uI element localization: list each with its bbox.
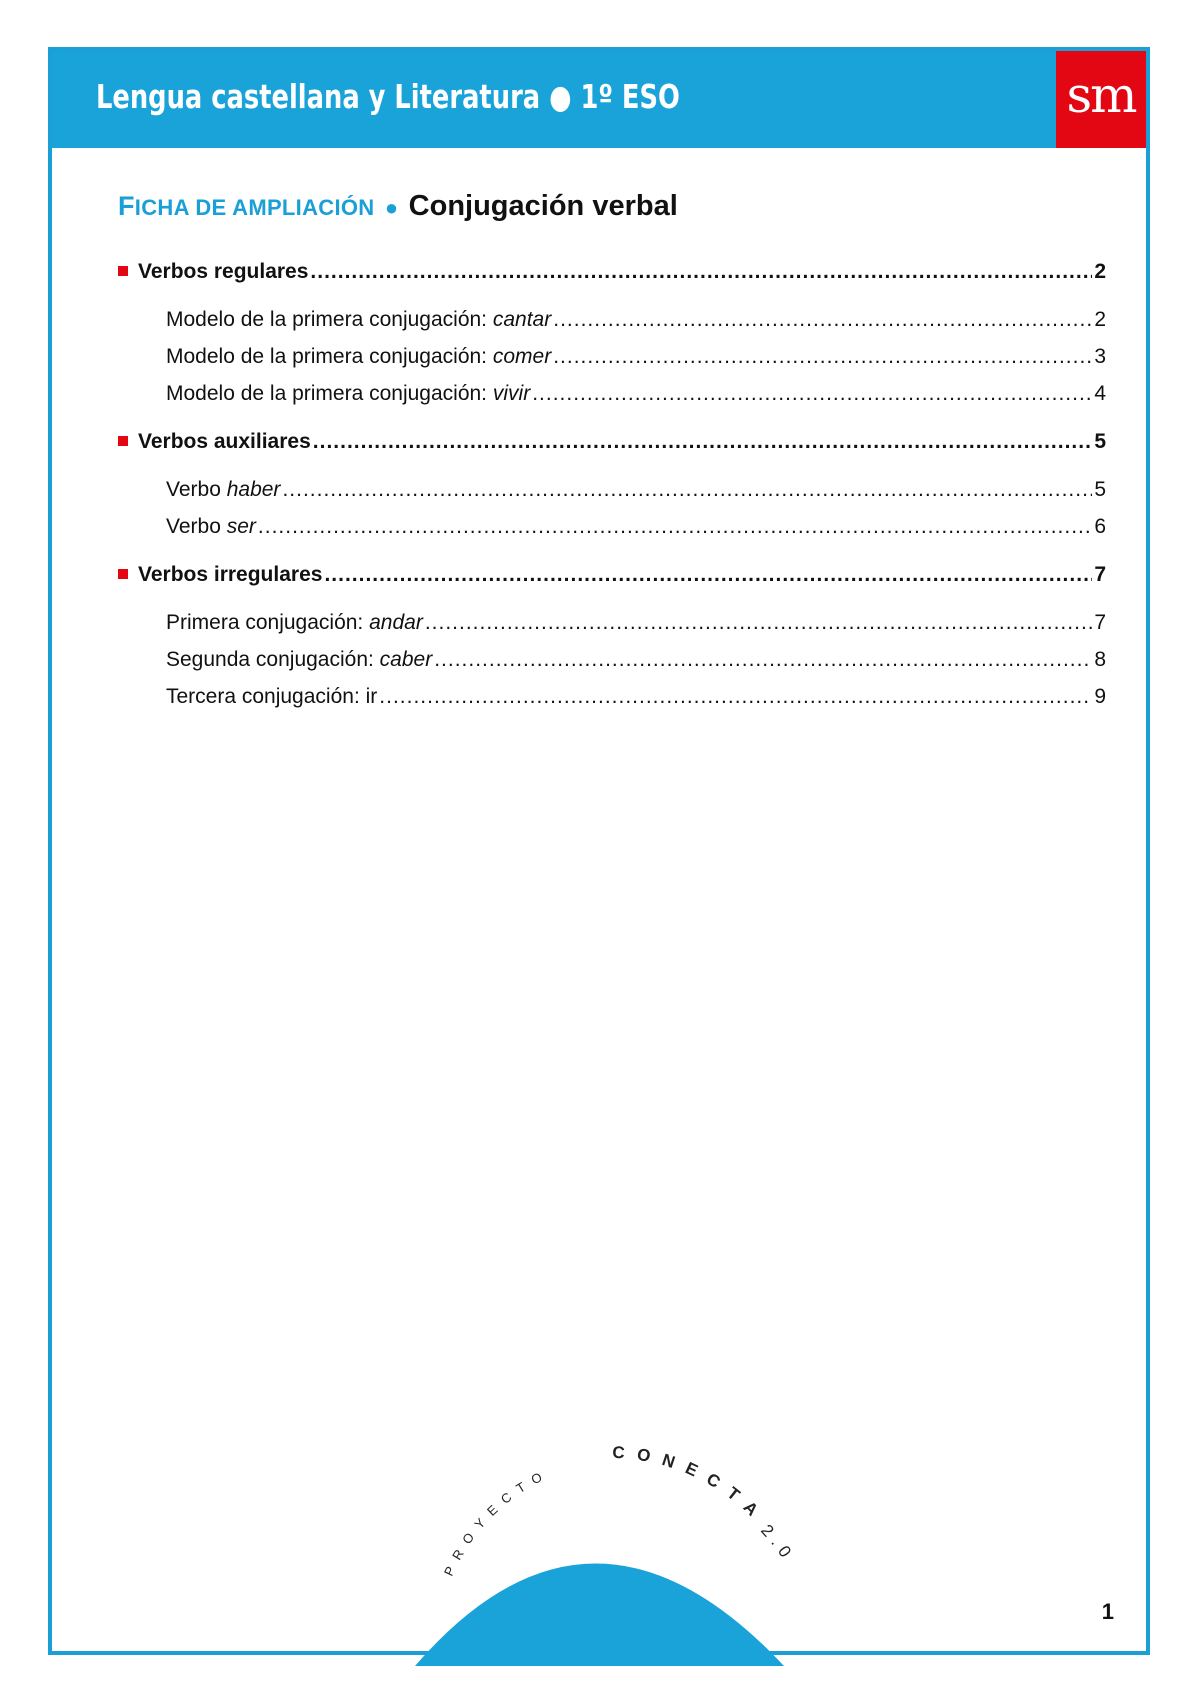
toc-entry-verb: caber — [379, 648, 433, 671]
toc-subentry — [118, 308, 1106, 332]
toc-entry-verb: ser — [226, 515, 256, 538]
toc-subentry — [118, 478, 1106, 502]
conecta-version-text: 2.0 — [757, 1520, 799, 1566]
toc-entry-verb: comer — [492, 345, 552, 368]
dot-leader — [310, 260, 1092, 284]
toc-subentry — [118, 648, 1106, 672]
toc-page-number: 7 — [1094, 611, 1106, 634]
square-bullet-icon — [118, 266, 128, 276]
toc-entry-label: Verbos auxiliares — [138, 430, 311, 453]
document-heading — [118, 190, 678, 223]
ficha-label — [118, 191, 375, 221]
toc-page-number: 5 — [1094, 478, 1106, 501]
dot-leader — [282, 478, 1092, 502]
toc-subentry — [118, 515, 1106, 539]
toc-entry-label: Modelo de la primera conjugación: — [166, 308, 493, 331]
header-bar — [52, 51, 1146, 148]
page-number: 1 — [1101, 1599, 1114, 1624]
proyecto-conecta-logo — [392, 1341, 832, 1666]
page-frame — [48, 47, 1150, 1655]
ficha-label-initial: F — [118, 191, 135, 221]
toc-page-number: 3 — [1094, 345, 1106, 368]
dot-leader — [313, 430, 1093, 454]
toc-page-number: 8 — [1094, 648, 1106, 671]
dot-leader — [434, 648, 1092, 672]
toc-entry-label: Verbo — [166, 515, 227, 538]
conecta-dome — [415, 1564, 784, 1667]
conecta-small-text: PROYECTO — [440, 1465, 553, 1579]
heading-separator: ● — [384, 195, 399, 220]
toc-entry-label: Primera conjugación: — [166, 611, 370, 634]
toc-entry-verb: cantar — [492, 308, 552, 331]
dot-leader — [324, 563, 1092, 587]
dot-leader — [553, 345, 1092, 369]
toc-page-number: 2 — [1094, 308, 1106, 331]
toc-section-entry — [118, 260, 1106, 284]
toc-entry-verb: vivir — [492, 382, 531, 405]
sm-logo-text: sm — [1066, 65, 1136, 124]
dot-leader — [553, 308, 1092, 332]
subject-title: Lengua castellana y Literatura ● 1º ESO — [96, 77, 680, 116]
document-title: Conjugación verbal — [408, 190, 678, 222]
dot-leader — [379, 685, 1092, 709]
toc-page-number: 6 — [1094, 515, 1106, 538]
toc-entry-verb: ir — [365, 685, 378, 708]
dot-leader — [532, 382, 1092, 406]
dot-leader — [425, 611, 1092, 635]
square-bullet-icon — [118, 436, 128, 446]
toc-entry-label: Verbo — [166, 478, 227, 501]
toc-entry-label: Verbos irregulares — [138, 563, 323, 586]
toc-subentry — [118, 611, 1106, 635]
toc-entry-label: Modelo de la primera conjugación: — [166, 382, 493, 405]
toc-page-number: 2 — [1094, 260, 1106, 283]
toc-page-number: 7 — [1094, 563, 1106, 586]
toc-entry-verb: haber — [226, 478, 281, 501]
toc-section-entry — [118, 563, 1106, 587]
toc-page-number: 4 — [1094, 382, 1106, 405]
toc-page-number: 5 — [1094, 430, 1106, 453]
toc-page-number: 9 — [1094, 685, 1106, 708]
toc-subentry — [118, 345, 1106, 369]
toc-entry-label: Verbos regulares — [138, 260, 309, 283]
ficha-label-rest: ICHA DE AMPLIACIÓN — [134, 195, 375, 220]
dot-leader — [258, 515, 1092, 539]
sm-logo — [1056, 51, 1146, 148]
toc-entry-label: Tercera conjugación: — [166, 685, 366, 708]
toc-entry-verb: andar — [369, 611, 423, 634]
toc-section-entry — [118, 430, 1106, 454]
square-bullet-icon — [118, 569, 128, 579]
toc-entry-label: Modelo de la primera conjugación: — [166, 345, 493, 368]
toc-subentry — [118, 382, 1106, 406]
toc-entry-label: Segunda conjugación: — [166, 648, 380, 671]
conecta-big-text: CONECTA — [611, 1442, 771, 1529]
toc-subentry — [118, 685, 1106, 709]
